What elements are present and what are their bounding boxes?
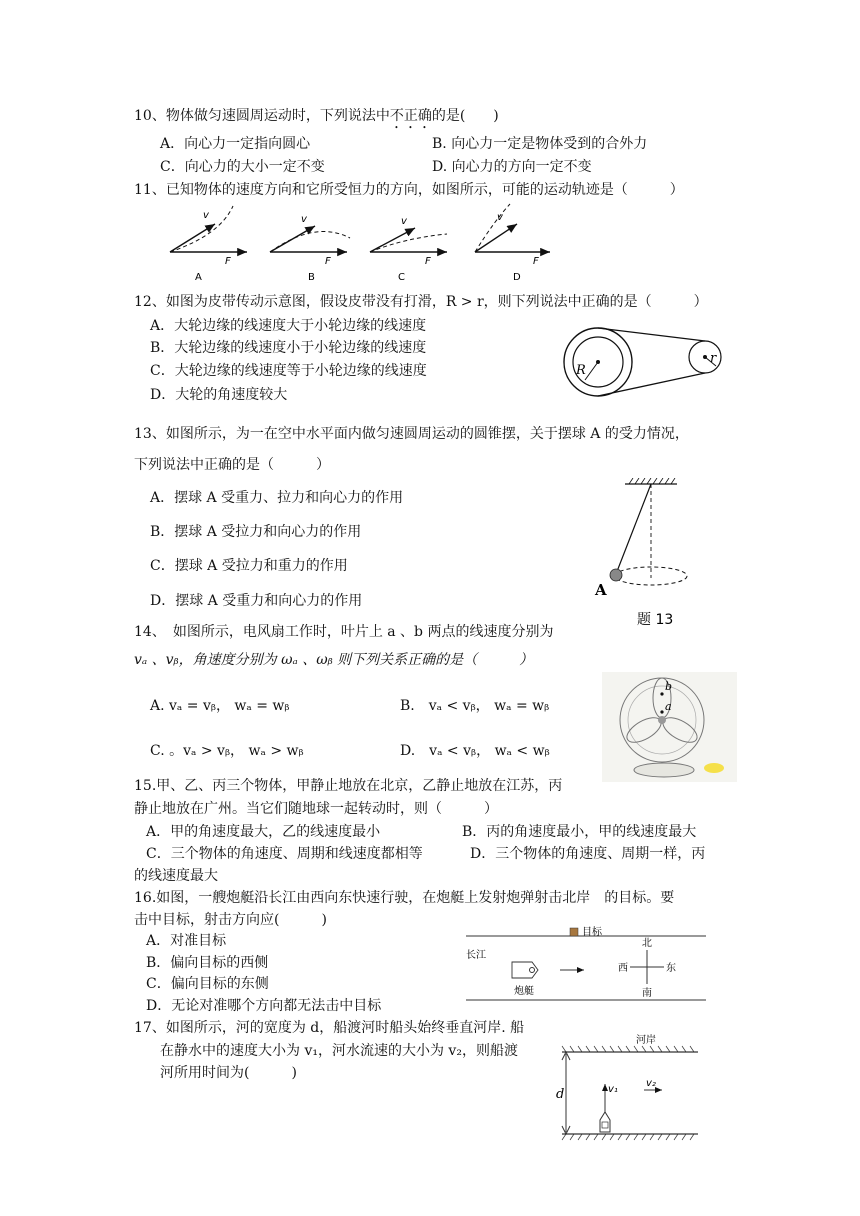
- q12-stem: 12、如图为皮带传动示意图，假设皮带没有打滑，R > r，则下列说法中正确的是（ ）: [134, 294, 708, 310]
- q15-option-d: D．三个物体的角速度、周期一样，丙: [470, 846, 706, 862]
- q16-river-label: 长江: [466, 950, 486, 961]
- q14-option-d: D. vₐ < vᵦ， wₐ < wᵦ: [400, 743, 550, 759]
- q11-figure-b: [270, 214, 350, 282]
- q11-a-f: F: [225, 256, 231, 267]
- q13-stem-line2: 下列说法中正确的是（ ）: [134, 457, 330, 473]
- q15-option-b: B．丙的角速度最小，甲的线速度最大: [462, 824, 697, 840]
- q12-option-c: C．大轮边缘的线速度等于小轮边缘的线速度: [150, 363, 427, 379]
- q14-stem-line2: vₐ 、vᵦ，角速度分别为 ωₐ 、ωᵦ 则下列关系正确的是（ ）: [134, 652, 534, 668]
- q11-b-f: F: [325, 256, 331, 267]
- q14-option-b: B. vₐ < vᵦ， wₐ = wᵦ: [400, 698, 550, 714]
- q13-option-a: A．摆球 A 受重力、拉力和向心力的作用: [150, 490, 404, 506]
- q11-d-f: F: [533, 256, 539, 267]
- q10-option-d: D. 向心力的方向一定不变: [432, 159, 592, 175]
- q16-option-a: A．对准目标: [146, 933, 227, 949]
- q12-label-r-big: R: [576, 363, 586, 378]
- q11-figure-d: [475, 204, 550, 282]
- q14-stem-line1: 14、 如图所示，电风扇工作时，叶片上 a 、b 两点的线速度分别为: [134, 624, 554, 640]
- q13-option-b: B．摆球 A 受拉力和向心力的作用: [150, 524, 362, 540]
- q14-option-c: C. 。vₐ > vᵦ， wₐ > wᵦ: [150, 743, 304, 759]
- q11-label-a: A: [195, 272, 202, 282]
- q12-option-b: B．大轮边缘的线速度小于小轮边缘的线速度: [150, 340, 427, 356]
- q11-label-d: D: [513, 272, 521, 282]
- q16-option-c: C．偏向目标的东侧: [146, 976, 269, 992]
- q16-west: 西: [618, 963, 628, 974]
- q13-pendulum-figure: [585, 478, 705, 628]
- q17-bank-label: 河岸: [636, 1035, 656, 1046]
- q12-option-d: D．大轮的角速度较大: [150, 387, 288, 403]
- q11-d-v: v: [497, 212, 503, 223]
- q16-option-b: B．偏向目标的西侧: [146, 955, 269, 971]
- q17-river-crossing-figure: [548, 1030, 708, 1142]
- q17-v2-label: v₂: [646, 1078, 656, 1089]
- q10-option-a: A．向心力一定指向圆心: [160, 136, 311, 152]
- q17-stem-line1: 17、如图所示，河的宽度为 d，船渡河时船头始终垂直河岸. 船: [134, 1020, 525, 1036]
- q12-option-a: A．大轮边缘的线速度大于小轮边缘的线速度: [150, 318, 427, 334]
- q11-trajectory-figure: [165, 200, 560, 282]
- q17-stem-line3: 河所用时间为( ): [160, 1065, 297, 1081]
- q11-stem: 11、已知物体的速度方向和它所受恒力的方向，如图所示，可能的运动轨迹是（ ）: [134, 182, 684, 198]
- q10-stem-emphasis: 不正确: [389, 108, 432, 124]
- q16-stem-line2: 击中目标，射击方向应( ): [134, 912, 327, 928]
- q17-d-label: d: [556, 1087, 565, 1102]
- q13-option-c: C．摆球 A 受拉力和重力的作用: [150, 558, 348, 574]
- q11-label-b: B: [308, 272, 315, 282]
- q10-option-c: C．向心力的大小一定不变: [160, 159, 325, 175]
- q10-stem: [134, 106, 499, 132]
- q15-option-a: A．甲的角速度最大，乙的线速度最小: [146, 824, 381, 840]
- q11-c-f: F: [425, 256, 431, 267]
- q15-option-c: C．三个物体的角速度、周期和线速度都相等: [146, 846, 423, 862]
- q16-option-d: D．无论对准哪个方向都无法击中目标: [146, 998, 382, 1014]
- q14-fan-figure: [602, 672, 737, 782]
- q14-point-b: b: [665, 680, 673, 693]
- q17-v1-label: v₁: [608, 1084, 618, 1095]
- q16-stem-line1: 16.如图，一艘炮艇沿长江由西向东快速行驶，在炮艇上发射炮弹射击北岸 的目标。要: [134, 890, 675, 906]
- q11-a-v: v: [203, 210, 209, 221]
- q15-stem-line1: 15.甲、乙、丙三个物体，甲静止地放在北京，乙静止地放在江苏，丙: [134, 778, 563, 794]
- q16-target-label: 目标: [582, 927, 602, 938]
- q15-option-d-cont: 的线速度最大: [134, 868, 218, 884]
- q11-b-v: v: [301, 214, 307, 225]
- q15-stem-line2: 静止地放在广州。当它们随地球一起转动时，则（ ）: [134, 801, 498, 817]
- q16-south: 南: [642, 988, 652, 999]
- q11-c-v: v: [401, 216, 407, 227]
- q12-belt-figure: [560, 322, 735, 402]
- q13-caption: 题 13: [637, 612, 674, 628]
- q16-boat-label: 炮艇: [514, 986, 534, 997]
- q11-label-c: C: [398, 272, 405, 282]
- q11-figure-c: [370, 216, 447, 282]
- q10-option-b: B. 向心力一定是物体受到的合外力: [432, 136, 648, 152]
- q17-stem-line2: 在静水中的速度大小为 v₁，河水流速的大小为 v₂，则船渡: [160, 1043, 518, 1059]
- q13-option-d: D．摆球 A 受重力和向心力的作用: [150, 593, 363, 609]
- q13-ball-label: A: [595, 581, 607, 599]
- q10-stem-end: 的是( ): [431, 108, 499, 124]
- q11-figure-a: [170, 206, 247, 282]
- q16-river-figure: [462, 922, 712, 1002]
- q10-stem-text: 10、物体做匀速圆周运动时，下列说法中: [134, 108, 390, 124]
- q13-stem-line1: 13、如图所示，为一在空中水平面内做匀速圆周运动的圆锥摆，关于摆球 A 的受力情况，: [134, 426, 689, 442]
- q16-north: 北: [642, 938, 652, 949]
- q16-east: 东: [666, 963, 676, 974]
- q14-option-a: A. vₐ = vᵦ， wₐ = wᵦ: [150, 698, 290, 714]
- q14-point-a: a: [665, 700, 672, 713]
- q12-label-r-small: r: [710, 351, 717, 366]
